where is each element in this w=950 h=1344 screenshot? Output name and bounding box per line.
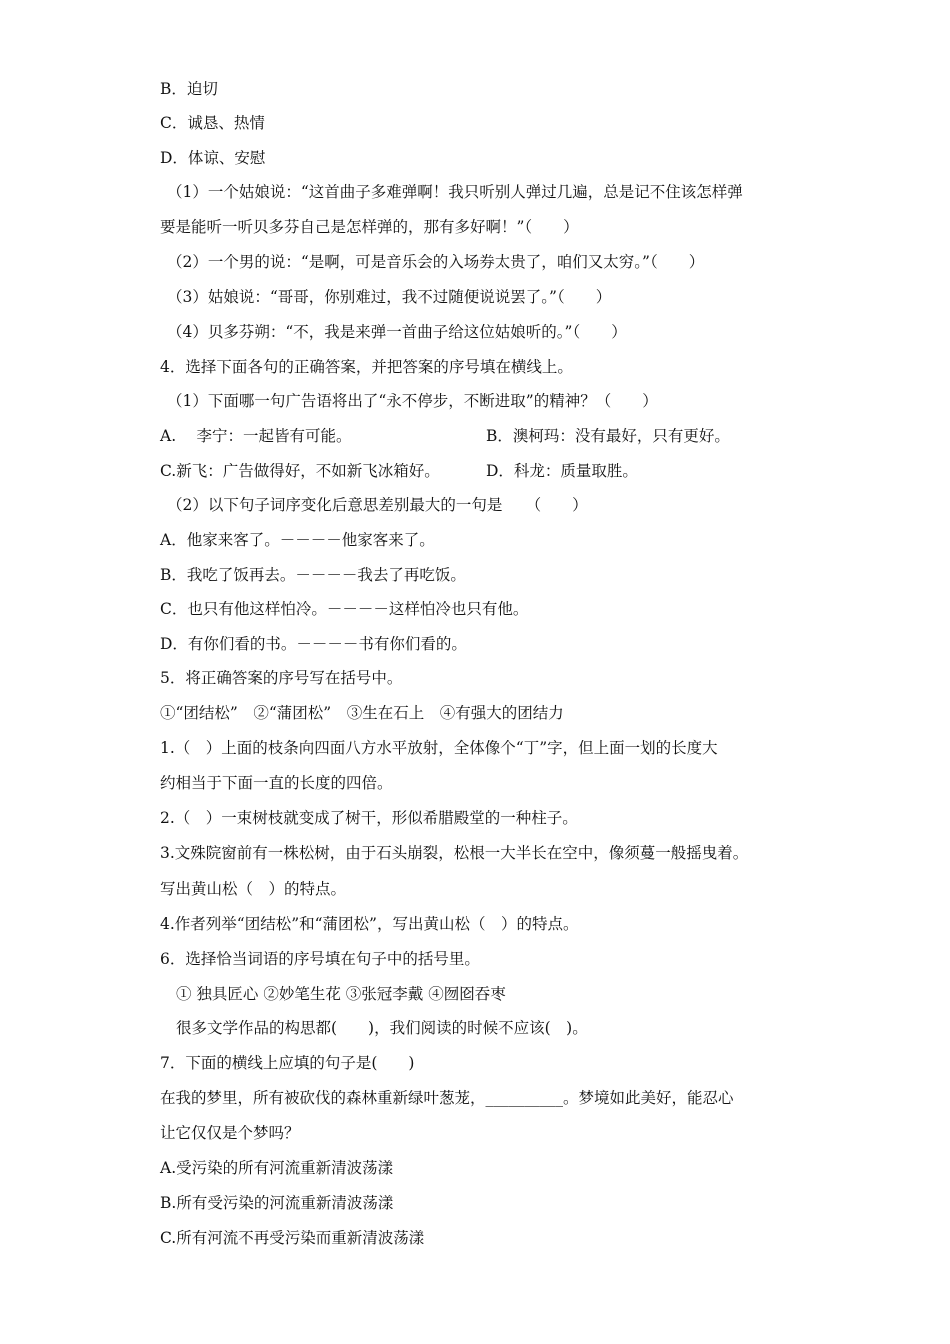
question-3-1: （1）一个姑娘说：“这首曲子多难弹啊！我只听别人弹过几遍，总是记不住该怎样弹 (167, 183, 743, 201)
option-b-line: B．我吃了饭再去。－－－－我去了再吃饭。 (160, 566, 466, 584)
option-a-line: A.受污染的所有河流重新清波荡漾 (160, 1159, 394, 1177)
question-7-heading: 7．下面的横线上应填的句子是( ) (160, 1054, 415, 1072)
option-a-line: A. 李宁：一起皆有可能。 (160, 427, 352, 445)
question-5-1: 1.（ ）上面的枝条向四面八方水平放射，全体像个“丁”字，但上面一划的长度大 (160, 739, 718, 757)
question-7-sentence-cont: 让它仅仅是个梦吗？ (160, 1124, 300, 1142)
question-4-1: （1）下面哪一句广告语将出了“永不停步，不断进取”的精神？（ ） (167, 392, 658, 410)
question-5-3-cont: 写出黄山松（ ）的特点。 (160, 880, 347, 898)
question-3-4: （4）贝多芬朔：“不，我是来弹一首曲子给这位姑娘听的。”（ ） (167, 323, 627, 341)
option-d-line: D．有你们看的书。－－－－书有你们看的。 (160, 635, 467, 653)
option-b-line: B．迫切 (160, 80, 218, 98)
option-c-line: C．也只有他这样怕冷。－－－－这样怕冷也只有他。 (160, 600, 529, 618)
question-5-heading: 5．将正确答案的序号写在括号中。 (160, 669, 403, 687)
question-3-1-cont: 要是能听一听贝多芬自己是怎样弹的，那有多好啊！”（ ） (160, 218, 579, 236)
question-3-2: （2）一个男的说：“是啊，可是音乐会的入场券太贵了，咱们又太穷。”（ ） (167, 253, 705, 271)
question-3-3: （3）姑娘说：“哥哥，你别难过，我不过随便说说罢了。”（ ） (167, 288, 612, 306)
question-6-heading: 6．选择恰当词语的序号填在句子中的括号里。 (160, 950, 480, 968)
option-d-line: D．科龙：质量取胜。 (486, 462, 638, 480)
option-c-line: C.新飞：广告做得好，不如新飞冰箱好。 (160, 462, 440, 480)
option-c-line: C．诚恳、热情 (160, 114, 265, 132)
question-7-sentence: 在我的梦里，所有被砍伐的森林重新绿叶葱茏，__________。梦境如此美好，能忍心 (160, 1089, 734, 1107)
question-4-heading: 4．选择下面各句的正确答案，并把答案的序号填在横线上。 (160, 358, 573, 376)
option-a-line: A．他家来客了。－－－－他家客来了。 (160, 531, 435, 549)
option-c-line: C.所有河流不再受污染而重新清波荡漾 (160, 1229, 425, 1247)
question-6-sentence: 很多文学作品的构思都( )，我们阅读的时候不应该( )。 (176, 1019, 588, 1037)
option-b-line: B．澳柯玛：没有最好，只有更好。 (486, 427, 730, 445)
question-5-2: 2.（ ）一束树枝就变成了树干，形似希腊殿堂的一种柱子。 (160, 809, 578, 827)
option-d-line: D．体谅、安慰 (160, 149, 266, 167)
option-b-line: B.所有受污染的河流重新清波荡漾 (160, 1194, 394, 1212)
question-5-3: 3.文殊院窗前有一株松树，由于石头崩裂，松根一大半长在空中，像须蔓一般摇曳着。 (160, 844, 749, 862)
question-5-1-cont: 约相当于下面一直的长度的四倍。 (160, 774, 393, 792)
question-5-4: 4.作者列举“团结松”和“蒲团松”，写出黄山松（ ）的特点。 (160, 915, 579, 933)
question-4-2: （2）以下句子词序变化后意思差别最大的一句是 （ ） (167, 496, 588, 514)
question-5-choices: ①“团结松” ②“蒲团松” ③生在石上 ④有强大的团结力 (160, 704, 564, 722)
question-6-choices: ① 独具匠心 ②妙笔生花 ③张冠李戴 ④囫囵吞枣 (176, 985, 506, 1003)
